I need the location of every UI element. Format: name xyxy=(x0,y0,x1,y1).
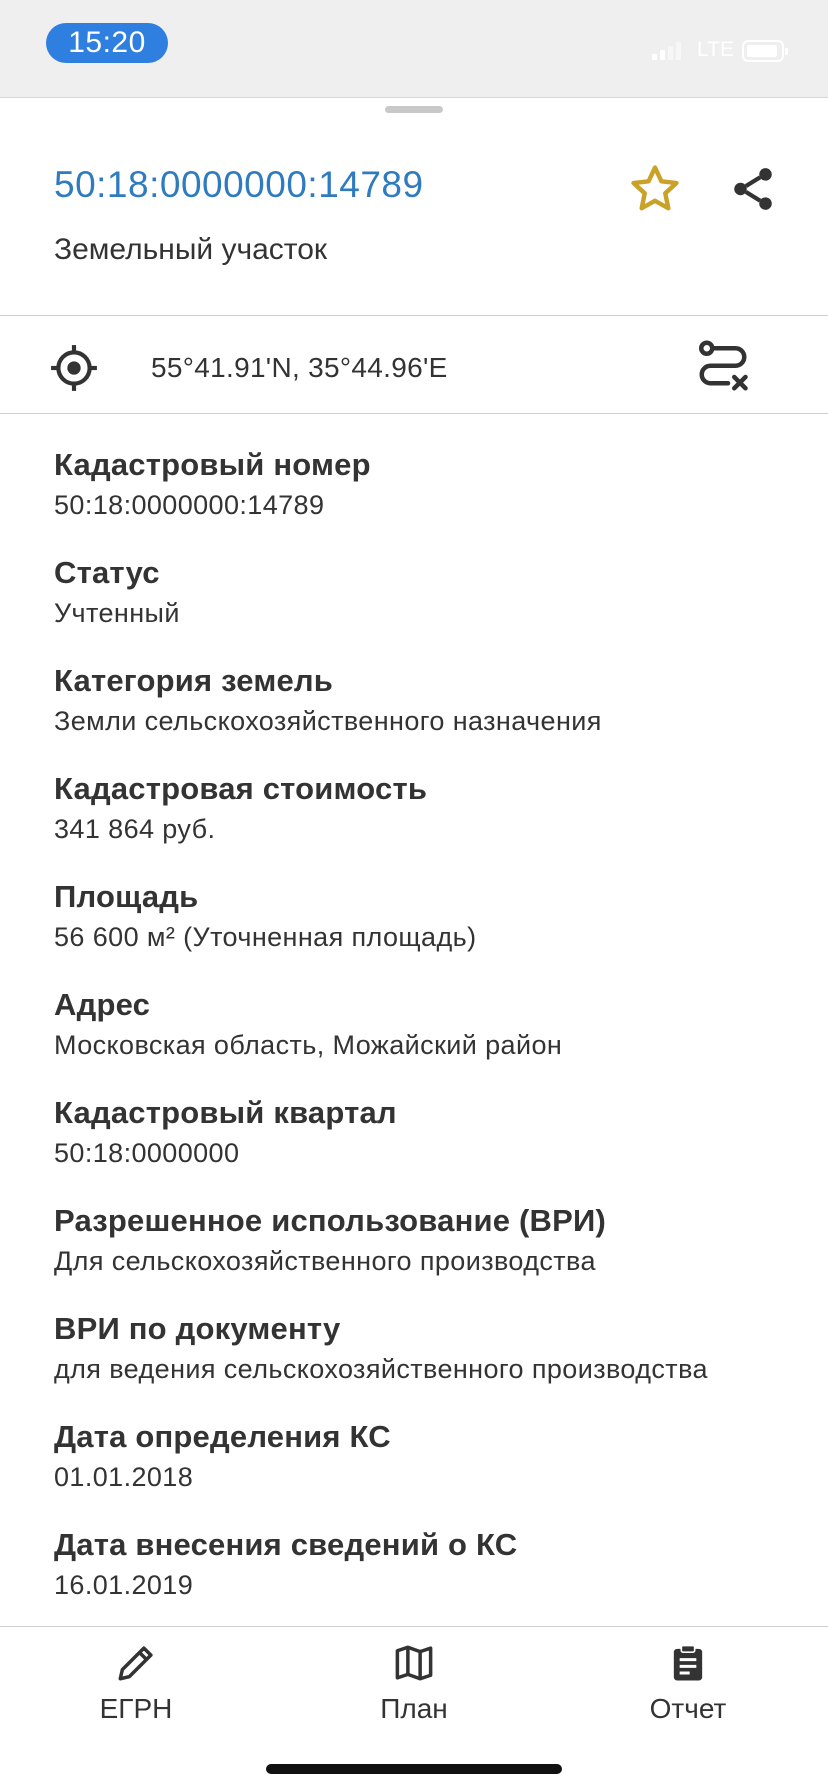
map-icon xyxy=(392,1642,436,1684)
field-label: Дата определения КС xyxy=(54,1419,391,1454)
nav-egrn-label: ЕГРН xyxy=(99,1693,173,1724)
object-header xyxy=(0,98,828,316)
field-area xyxy=(54,877,814,985)
clipboard-icon xyxy=(668,1641,708,1685)
field-label: ВРИ по документу xyxy=(54,1311,341,1346)
field-value: для ведения сельскохозяйственного производства xyxy=(54,1354,708,1384)
field-permitted-use-doc xyxy=(54,1309,814,1417)
location-row xyxy=(0,316,828,414)
field-value: Для сельскохозяйственного производства xyxy=(54,1246,596,1276)
star-icon xyxy=(626,161,684,217)
network-type: LTE xyxy=(697,38,734,61)
field-value: 50:18:0000000:14789 xyxy=(54,490,325,520)
field-value: 56 600 м² (Уточненная площадь) xyxy=(54,922,477,952)
field-cadastral-number xyxy=(54,445,814,553)
field-cadastral-value xyxy=(54,769,814,877)
field-label: Разрешенное использование (ВРИ) xyxy=(54,1203,607,1238)
field-cadastral-quarter xyxy=(54,1093,814,1201)
field-value: Учтенный xyxy=(54,598,180,628)
field-value: 341 864 руб. xyxy=(54,814,216,844)
field-value: 16.01.2019 xyxy=(54,1570,194,1600)
status-bar xyxy=(0,0,828,98)
field-value: 50:18:0000000 xyxy=(54,1138,240,1168)
field-status xyxy=(54,553,814,661)
field-address xyxy=(54,985,814,1093)
field-land-category xyxy=(54,661,814,769)
field-label: Кадастровый номер xyxy=(54,447,371,482)
field-valuation-date xyxy=(54,1417,814,1525)
field-permitted-use xyxy=(54,1201,814,1309)
field-value: Московская область, Можайский район xyxy=(54,1030,563,1060)
field-value: 01.01.2018 xyxy=(54,1462,194,1492)
coordinates-text: 55°41.91'N, 35°44.96'E xyxy=(151,352,448,383)
home-indicator xyxy=(266,1764,562,1774)
route-button[interactable] xyxy=(690,334,756,400)
share-icon xyxy=(728,163,778,215)
field-entry-date xyxy=(54,1525,814,1633)
field-label: Дата внесения сведений о КС xyxy=(54,1527,518,1562)
locate-button[interactable] xyxy=(46,340,102,396)
nav-plan-button[interactable] xyxy=(324,1641,504,1741)
nav-plan-label: План xyxy=(380,1693,448,1724)
field-label: Адрес xyxy=(54,987,151,1022)
nav-report-label: Отчет xyxy=(649,1693,727,1724)
field-label: Кадастровая стоимость xyxy=(54,771,428,806)
crosshair-icon xyxy=(49,343,99,393)
favorite-button[interactable] xyxy=(622,156,688,222)
share-button[interactable] xyxy=(720,156,786,222)
pencil-icon xyxy=(115,1642,157,1684)
property-details xyxy=(54,445,814,1633)
object-type: Земельный участок xyxy=(54,233,328,266)
signal-strength-icon xyxy=(652,42,681,60)
object-cadastral-number: 50:18:0000000:14789 xyxy=(54,164,424,205)
field-value: Земли сельскохозяйственного назначения xyxy=(54,706,602,736)
field-label: Категория земель xyxy=(54,663,334,698)
status-time: 15:20 xyxy=(46,23,168,63)
field-label: Кадастровый квартал xyxy=(54,1095,397,1130)
nav-report-button[interactable] xyxy=(598,1641,778,1741)
route-off-icon xyxy=(693,337,753,397)
field-label: Статус xyxy=(54,555,160,590)
field-label: Площадь xyxy=(54,879,199,914)
battery-icon xyxy=(742,40,784,62)
nav-egrn-button[interactable] xyxy=(46,1641,226,1741)
